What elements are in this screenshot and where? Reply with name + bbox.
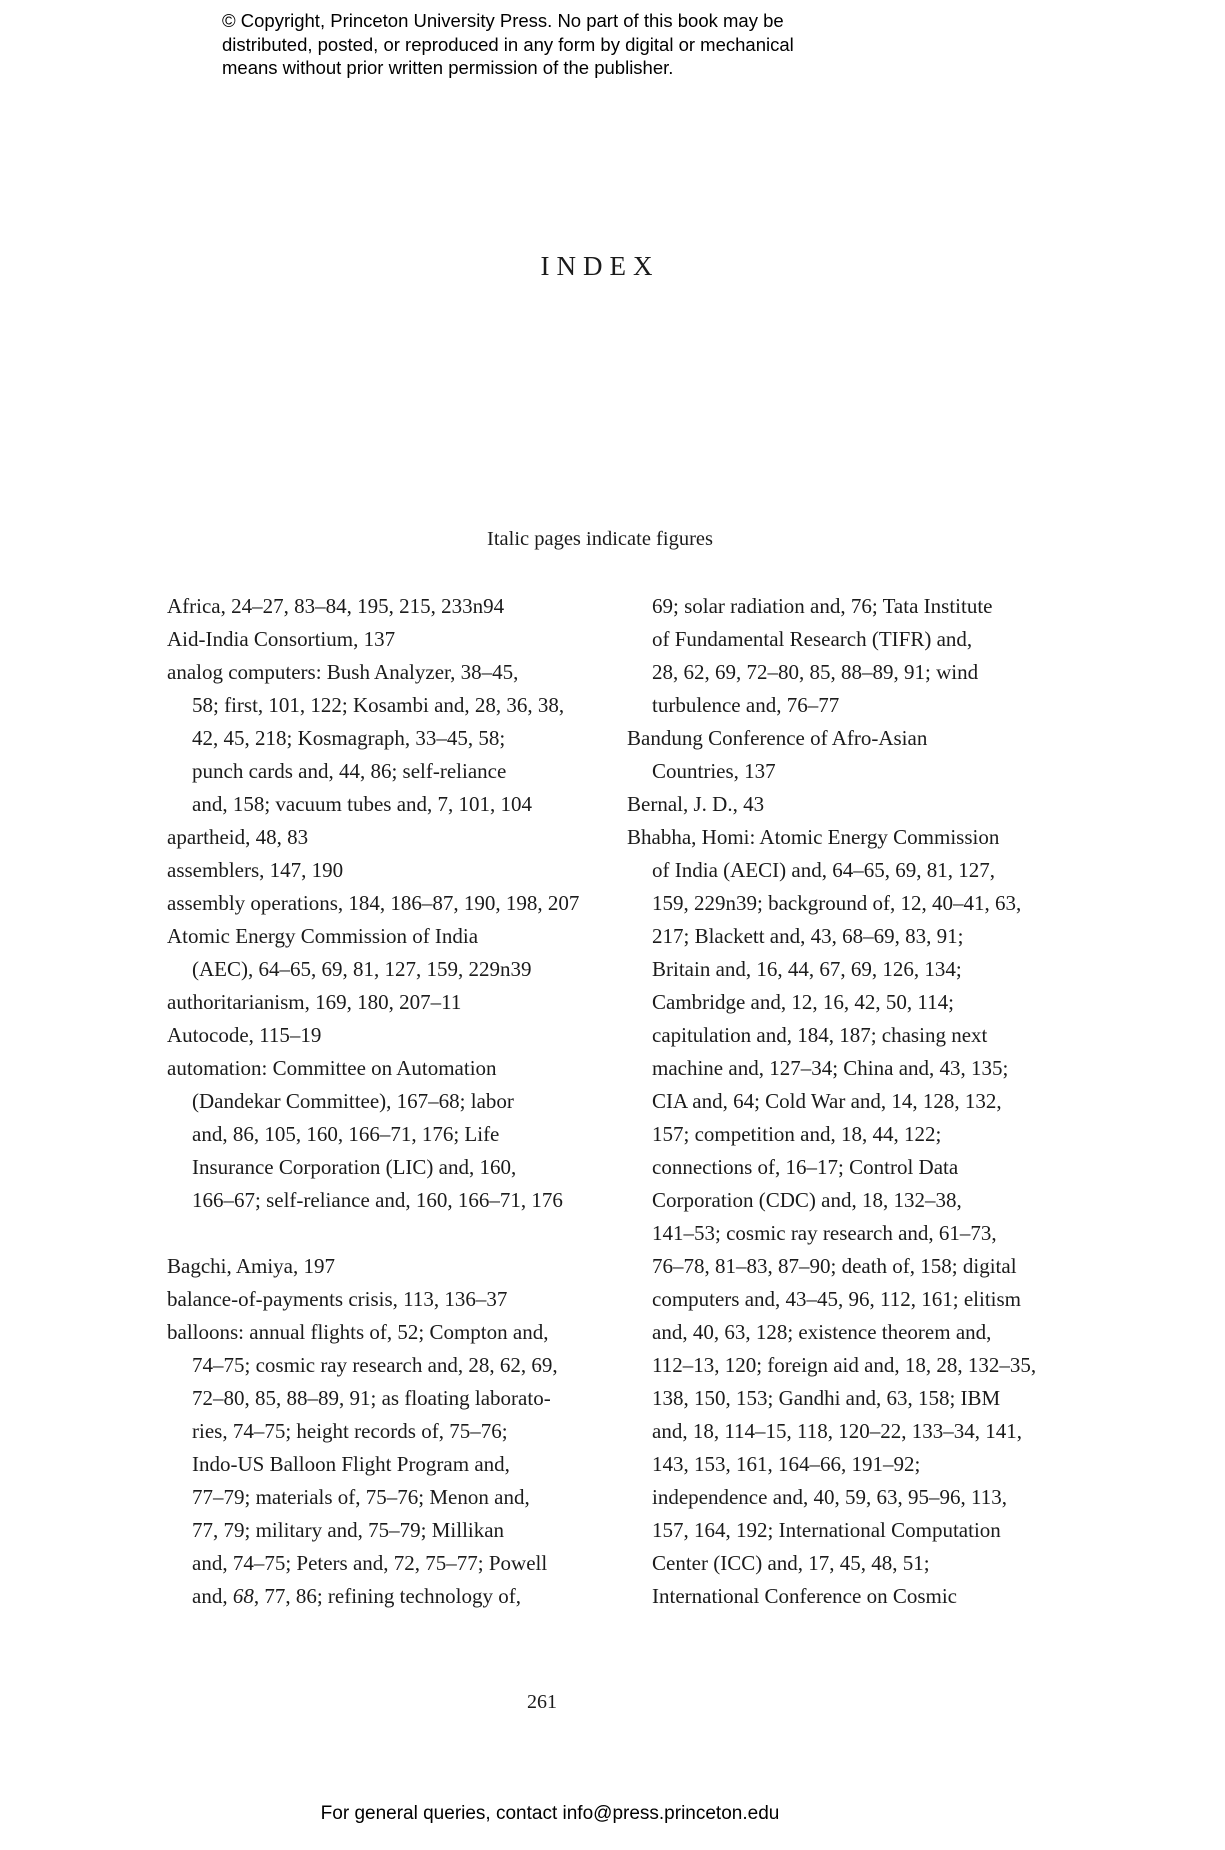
index-entry: [167, 854, 617, 887]
index-line: 42, 45, 218; Kosmagraph, 33–45, 58;: [192, 726, 506, 750]
index-line: 72–80, 85, 88–89, 91; as floating laborato-: [192, 1386, 551, 1410]
index-line: 28, 62, 69, 72–80, 85, 88–89, 91; wind: [652, 660, 979, 684]
index-line: ries, 74–75; height records of, 75–76;: [192, 1419, 508, 1443]
index-entry: [627, 821, 1127, 1613]
index-line: turbulence and, 76–77: [652, 693, 840, 717]
index-line: CIA and, 64; Cold War and, 14, 128, 132,: [652, 1089, 1002, 1113]
index-line: (Dandekar Committee), 167–68; labor: [192, 1089, 514, 1113]
index-line: (AEC), 64–65, 69, 81, 127, 159, 229n39: [192, 957, 532, 981]
index-line: 159, 229n39; background of, 12, 40–41, 63,: [652, 891, 1022, 915]
index-line: Autocode, 115–19: [167, 1023, 322, 1047]
index-line: Countries, 137: [652, 759, 776, 783]
index-line: 76–78, 81–83, 87–90; death of, 158; digital: [652, 1254, 1017, 1278]
index-line: 157, 164, 192; International Computation: [652, 1518, 1001, 1542]
index-line: Britain and, 16, 44, 67, 69, 126, 134;: [652, 957, 962, 981]
index-line: apartheid, 48, 83: [167, 825, 309, 849]
index-line: Center (ICC) and, 17, 45, 48, 51;: [652, 1551, 930, 1575]
index-line: of Fundamental Research (TIFR) and,: [652, 627, 973, 651]
index-line: assemblers, 147, 190: [167, 858, 344, 882]
index-entry: [167, 821, 617, 854]
index-entry: [167, 1019, 617, 1052]
index-line: analog computers: Bush Analyzer, 38–45,: [167, 660, 519, 684]
index-entry: [627, 788, 1127, 821]
index-line: 77, 79; military and, 75–79; Millikan: [192, 1518, 505, 1542]
index-entry: [627, 590, 1127, 722]
index-line: punch cards and, 44, 86; self-reliance: [192, 759, 507, 783]
index-line: 138, 150, 153; Gandhi and, 63, 158; IBM: [652, 1386, 1001, 1410]
index-line: Indo-US Balloon Flight Program and,: [192, 1452, 510, 1476]
index-line: 74–75; cosmic ray research and, 28, 62, 69,: [192, 1353, 558, 1377]
index-line: automation: Committee on Automation: [167, 1056, 497, 1080]
index-entry: [627, 722, 1127, 788]
index-line: Africa, 24–27, 83–84, 195, 215, 233n94: [167, 594, 505, 618]
index-column-right: [627, 590, 1127, 1613]
index-line: and, 40, 63, 128; existence theorem and,: [652, 1320, 992, 1344]
index-line: Bhabha, Homi: Atomic Energy Commission: [627, 825, 1000, 849]
index-line: assembly operations, 184, 186–87, 190, 198, 207: [167, 891, 580, 915]
index-line: Bandung Conference of Afro-Asian: [627, 726, 928, 750]
index-entry: [167, 920, 617, 986]
index-entry: [167, 590, 617, 623]
index-entry: [167, 887, 617, 920]
index-line: Insurance Corporation (LIC) and, 160,: [192, 1155, 517, 1179]
index-column-left: [167, 590, 617, 1613]
index-line: machine and, 127–34; China and, 43, 135;: [652, 1056, 1009, 1080]
index-line: Corporation (CDC) and, 18, 132–38,: [652, 1188, 962, 1212]
page-title: INDEX: [540, 251, 660, 281]
index-line: 166–67; self-reliance and, 160, 166–71, 176: [192, 1188, 563, 1212]
index-line: balance-of-payments crisis, 113, 136–37: [167, 1287, 508, 1311]
index-line: and, 68, 77, 86; refining technology of,: [192, 1584, 521, 1608]
italic-pages-note: Italic pages indicate figures: [487, 528, 713, 550]
index-line: 69; solar radiation and, 76; Tata Institute: [652, 594, 993, 618]
index-line: Cambridge and, 12, 16, 42, 50, 114;: [652, 990, 954, 1014]
copyright-line: © Copyright, Princeton University Press. No part of this book may be: [222, 10, 784, 31]
index-line: of India (AECI) and, 64–65, 69, 81, 127,: [652, 858, 995, 882]
index-line: independence and, 40, 59, 63, 95–96, 113,: [652, 1485, 1007, 1509]
index-line: balloons: annual flights of, 52; Compton and,: [167, 1320, 549, 1344]
index-line: Bernal, J. D., 43: [627, 792, 765, 816]
index-entry: [167, 1052, 617, 1217]
index-line: Bagchi, Amiya, 197: [167, 1254, 335, 1278]
index-line: 77–79; materials of, 75–76; Menon and,: [192, 1485, 530, 1509]
index-line: International Conference on Cosmic: [652, 1584, 957, 1608]
index-line: 141–53; cosmic ray research and, 61–73,: [652, 1221, 997, 1245]
index-line: Atomic Energy Commission of India: [167, 924, 479, 948]
copyright-line: distributed, posted, or reproduced in any form by digital or mechanical: [222, 33, 794, 55]
index-entry: [167, 623, 617, 656]
index-line: authoritarianism, 169, 180, 207–11: [167, 990, 462, 1014]
index-entry: [167, 1283, 617, 1316]
index-line: and, 18, 114–15, 118, 120–22, 133–34, 141,: [652, 1419, 1023, 1443]
index-line: 143, 153, 161, 164–66, 191–92;: [652, 1452, 921, 1476]
index-line: Aid-India Consortium, 137: [167, 627, 396, 651]
copyright-line: means without prior written permission of the publisher.: [222, 57, 674, 78]
index-entry: [167, 986, 617, 1019]
page-number: 261: [527, 1691, 557, 1713]
index-line: capitulation and, 184, 187; chasing next: [652, 1023, 988, 1047]
index-line: 157; competition and, 18, 44, 122;: [652, 1122, 942, 1146]
index-line: computers and, 43–45, 96, 112, 161; elitism: [652, 1287, 1022, 1311]
index-line: 217; Blackett and, 43, 68–69, 83, 91;: [652, 924, 964, 948]
index-line: connections of, 16–17; Control Data: [652, 1155, 959, 1179]
index-entry: [167, 656, 617, 821]
index-line: 112–13, 120; foreign aid and, 18, 28, 132–35,: [652, 1353, 1037, 1377]
index-line: and, 158; vacuum tubes and, 7, 101, 104: [192, 792, 533, 816]
copyright-notice: [222, 9, 794, 80]
index-entry: [167, 1316, 617, 1613]
index-line: and, 74–75; Peters and, 72, 75–77; Powell: [192, 1551, 548, 1575]
index-line: 58; first, 101, 122; Kosambi and, 28, 36, 38,: [192, 693, 565, 717]
footer-contact: For general queries, contact info@press.princeton.edu: [320, 1803, 780, 1824]
index-entry: [167, 1250, 617, 1283]
index-line: and, 86, 105, 160, 166–71, 176; Life: [192, 1122, 500, 1146]
